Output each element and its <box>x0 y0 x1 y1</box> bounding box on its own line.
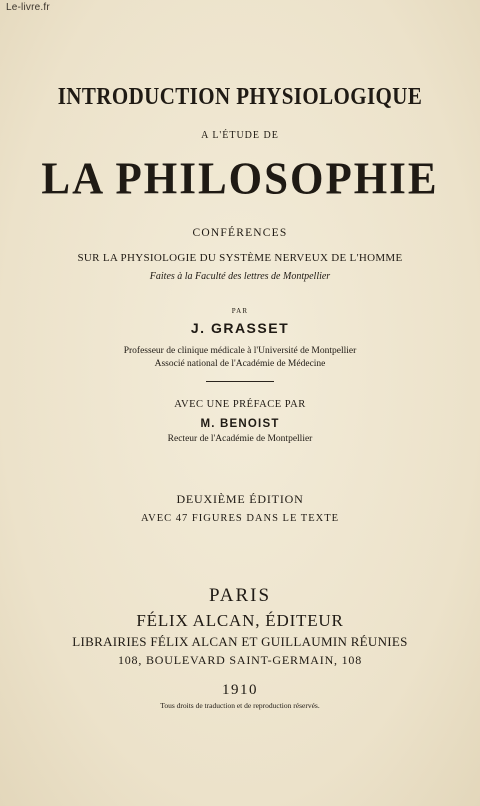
subtitle-conferences: CONFÉRENCES <box>192 227 288 239</box>
edition-figures: AVEC 47 FIGURES DANS LE TEXTE <box>140 513 340 524</box>
title-line-1: INTRODUCTION PHYSIOLOGIQUE <box>57 82 423 110</box>
title-line-2: A L'ÉTUDE DE <box>201 130 279 141</box>
preface-name: M. BENOIST <box>200 418 280 430</box>
author-name: J. GRASSET <box>190 320 290 336</box>
site-watermark: Le-livre.fr <box>6 2 50 13</box>
author-par: PAR <box>231 307 249 315</box>
preface-intro: AVEC UNE PRÉFACE PAR <box>174 399 306 410</box>
main-title: LA PHILOSOPHIE <box>41 154 439 205</box>
divider-rule <box>206 381 274 382</box>
subtitle-topic: SUR LA PHYSIOLOGIE DU SYSTÈME NERVEUX DE L'HOMME <box>77 252 403 264</box>
edition-label: DEUXIÈME ÉDITION <box>176 492 304 506</box>
author-role-2: Associé national de l'Académie de Médecine <box>154 359 326 369</box>
publisher-city: PARIS <box>208 585 272 606</box>
subtitle-faculty: Faites à la Faculté des lettres de Montpellier <box>149 271 331 282</box>
publisher-address: 108, BOULEVARD SAINT-GERMAIN, 108 <box>117 653 363 667</box>
rights-notice: Tous droits de traduction et de reproduction réservés. <box>160 701 320 710</box>
author-role-1: Professeur de clinique médicale à l'Université de Montpellier <box>123 346 357 356</box>
publisher-libraries: LIBRAIRIES FÉLIX ALCAN ET GUILLAUMIN RÉUNIES <box>72 634 408 649</box>
publication-year: 1910 <box>222 682 258 698</box>
preface-role: Recteur de l'Académie de Montpellier <box>167 434 313 444</box>
publisher-name: FÉLIX ALCAN, ÉDITEUR <box>136 611 344 630</box>
